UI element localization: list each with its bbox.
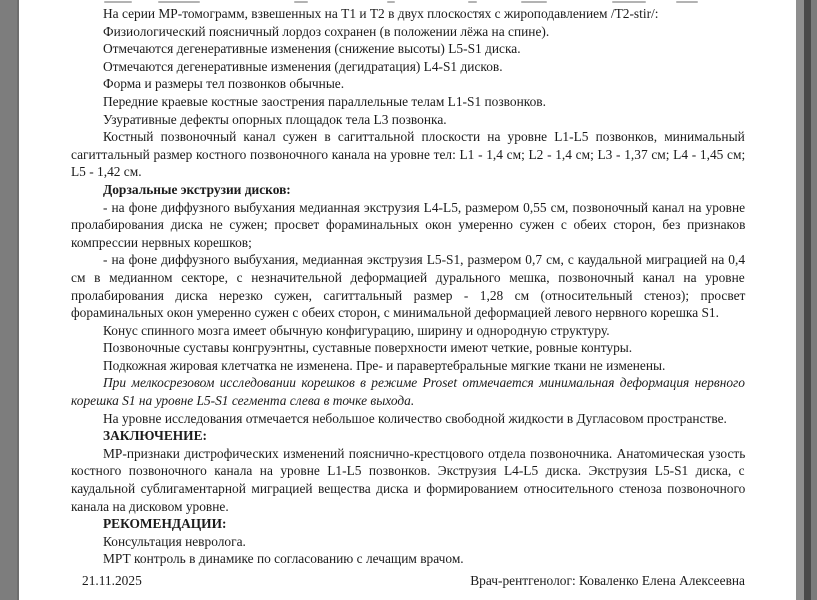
text-line: При мелкосрезовом исследовании корешков в режиме Proset отмечается минимальная деформация нервного: [103, 375, 745, 391]
text-line: На серии МР-томограмм, взвешенных на Т1 и Т2 в двух плоскостях с жироподавлением /T2-stir/:: [103, 6, 659, 21]
text-line: Передние краевые костные заострения параллельные телам L1-S1 позвонков.: [103, 93, 546, 109]
paragraph-facet-joints: [71, 339, 745, 357]
text-line: - на фоне диффузного выбухания, медианная экструзия L5-S1, размером 0,7 см, с каудальной миграцией на 0,4: [103, 252, 746, 268]
scan-edge-right: [796, 0, 817, 600]
paragraph-recommendation-mri-control: [71, 550, 745, 568]
text-line: пролабирования диска нерезко сужен, сагиттальный размер - 1,28 см (относительный стеноз); просвет: [71, 287, 746, 303]
paragraph-soft-tissues: [71, 357, 745, 375]
text-line: каудальной сублигаментарной миграцией вещества диска и формированием относительного стеноза позвоночного: [71, 481, 746, 497]
text-line: корешка S1 на уровне L5-S1 сегмента слева в точке выхода.: [71, 393, 415, 409]
text-line: Физиологический поясничный лордоз сохранен (в положении лёжа на спине).: [103, 23, 550, 39]
text-line: см в медианном секторе, с незначительной деформацией дурального мешка, позвоночный канал на уровне: [71, 269, 745, 285]
paragraph-conclusion-text: [71, 445, 745, 515]
scan-edge-right-outer: [811, 0, 817, 600]
document-footer: [71, 572, 745, 590]
text-line: фораминальных окон умеренно сужен с обеих сторон, с минимальной деформацией левого нервного корешка S1.: [71, 305, 719, 321]
paragraph-proset-note: [71, 374, 745, 409]
paragraph-degenerative-height: [71, 40, 745, 58]
report-date: 21.11.2025: [82, 573, 142, 588]
paragraph-recommendations-heading: [71, 515, 745, 533]
paragraph-vertebra-shape: [71, 75, 745, 93]
paragraph-extrusion-l4-l5: [71, 199, 745, 252]
text-line: РЕКОМЕНДАЦИИ:: [103, 516, 227, 532]
paragraph-extrusions-heading: [71, 181, 745, 199]
scan-edge-right-light: [796, 0, 804, 600]
scan-edge-right-dark-stripe: [804, 0, 811, 600]
text-line: - на фоне диффузного выбухания медианная экструзия L4-L5, размером 0,55 см, позвоночный канал на уровне: [103, 199, 746, 215]
paragraph-free-fluid: [71, 410, 745, 428]
text-line: Отмечаются дегенеративные изменения (снижение высоты) L5-S1 диска.: [103, 41, 521, 57]
paragraph-bony-canal: [71, 128, 745, 181]
document-body: [71, 5, 745, 568]
paragraph-usurative-defects: [71, 111, 745, 129]
paragraph-degenerative-dehydration: [71, 58, 745, 76]
text-line: пролабирования диска не сужен; просвет фораминальных окон умеренно сужен с обеих сторон, без признаков: [71, 217, 746, 233]
text-line: МР-признаки дистрофических изменений пояснично-крестцового отдела позвоночника. Анатомическая узость: [103, 445, 746, 461]
text-line: Подкожная жировая клетчатка не изменена. Пре- и паравертебральные мягкие ткани не изменены.: [103, 357, 666, 373]
text-line: компрессии нервных корешков;: [71, 234, 252, 250]
paragraph-recommendation-neurologist: [71, 533, 745, 551]
scan-edge-left: [0, 0, 19, 600]
paragraph-conclusion-heading: [71, 427, 745, 445]
text-line: L5 - 1,42 см.: [71, 164, 142, 180]
radiologist-signature: Врач-рентгенолог: Коваленко Елена Алексеевна: [470, 573, 745, 588]
text-line: сагиттальный размер костного позвоночного канала на уровне тел: L1 - 1,4 см; L2 - 1,4 см; L3 - 1,37 см; L4 - 1,45 см;: [71, 146, 746, 162]
paragraph-conus: [71, 322, 745, 340]
paragraph-extrusion-l5-s1: [71, 251, 745, 321]
text-line: Форма и размеры тел позвонков обычные.: [103, 76, 345, 92]
text-line: костного позвоночного канала на уровне L1-L5 позвонков. Экструзия L4-L5 диска. Экструзия L5-S1 диска, с: [71, 463, 745, 479]
text-line: Дорзальные экструзии дисков:: [103, 181, 291, 197]
text-line: Позвоночные суставы конгруэнтны, суставные поверхности имеют четкие, ровные контуры.: [103, 340, 633, 356]
paragraph-lordosis: [71, 23, 745, 41]
text-line: Консультация невролога.: [103, 533, 246, 549]
text-line: На уровне исследования отмечается небольшое количество свободной жидкости в Дугласовом пространстве.: [103, 410, 727, 426]
text-line: МРТ контроль в динамике по согласованию с лечащим врачом.: [103, 551, 464, 567]
text-line: ЗАКЛЮЧЕНИЕ:: [103, 428, 207, 444]
paragraph-marginal-osteophytes: [71, 93, 745, 111]
text-line: Костный позвоночный канал сужен в сагиттальной плоскости на уровне L1-L5 позвонков, минимальный: [103, 129, 745, 145]
paragraph-series-intro: [71, 5, 745, 23]
text-line: Отмечаются дегенеративные изменения (дегидратация) L4-S1 дисков.: [103, 58, 503, 74]
text-line: Узуративные дефекты опорных площадок тела L3 позвонка.: [103, 111, 447, 127]
text-line: Конус спинного мозга имеет обычную конфигурацию, ширину и однородную структуру.: [103, 322, 610, 338]
text-line: канала на дисковом уровне.: [71, 498, 229, 514]
